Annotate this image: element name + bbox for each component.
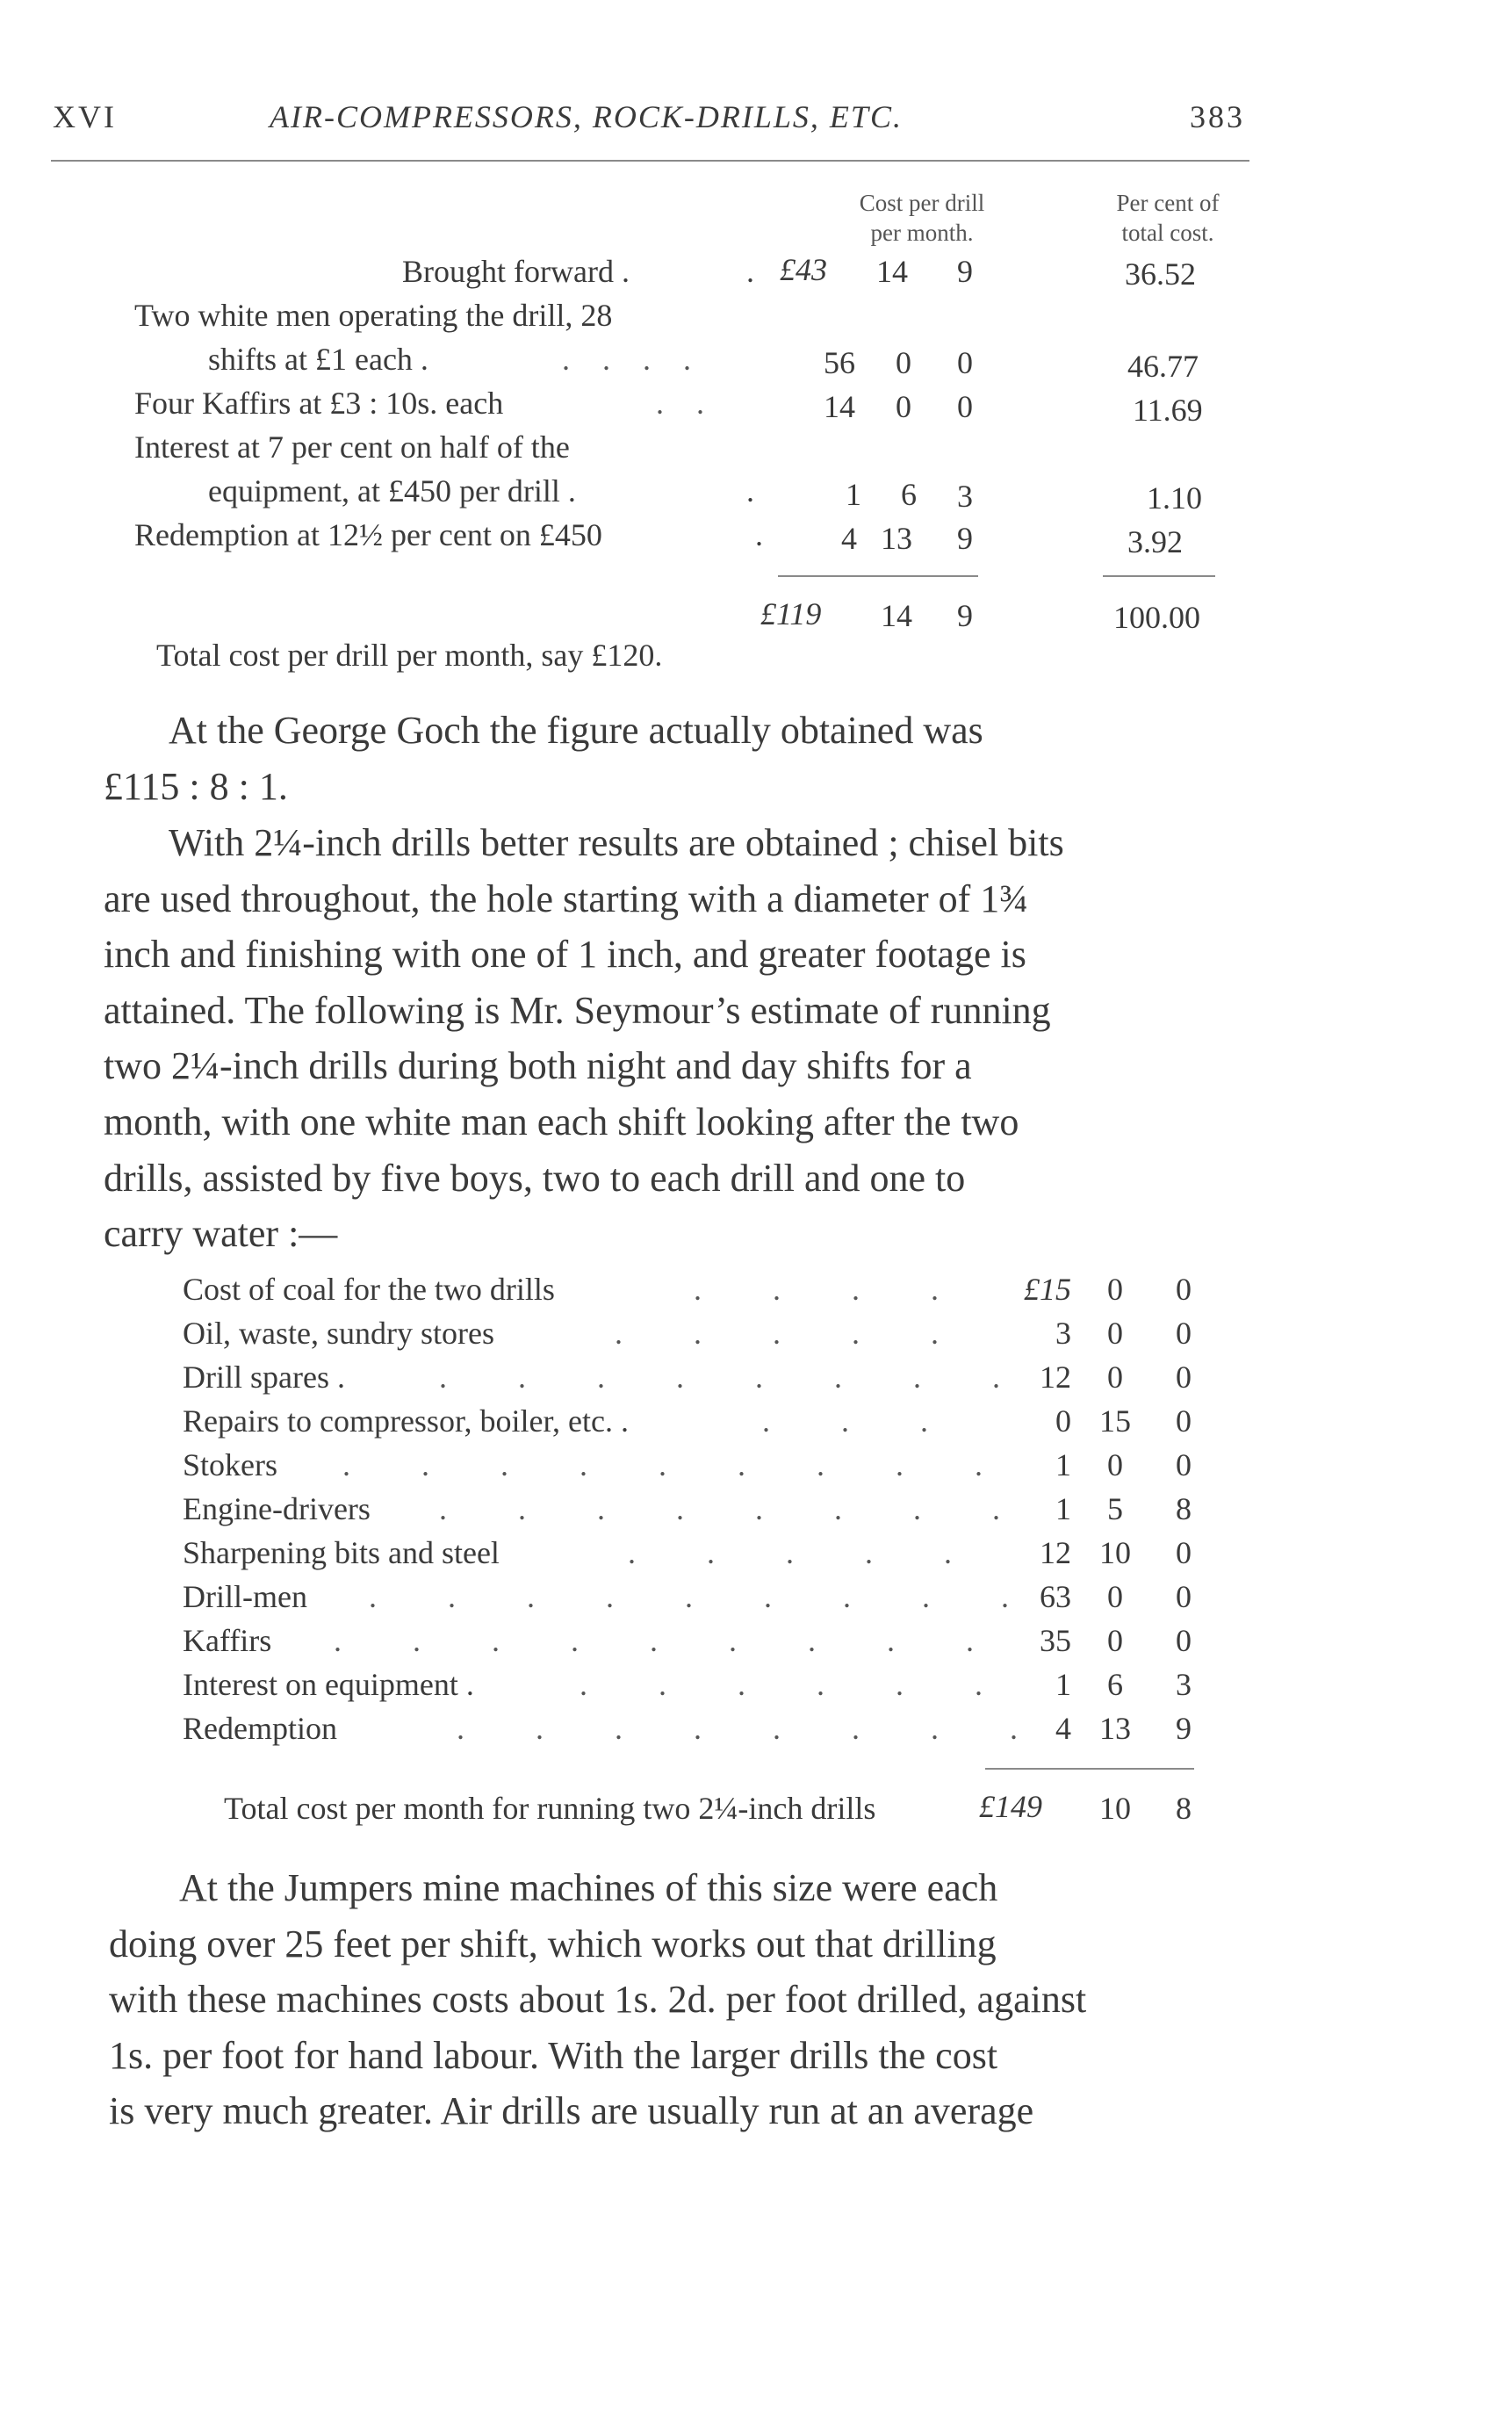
paragraph-george-goch bbox=[104, 703, 1263, 814]
table-row-label: equipment, at £450 per drill . bbox=[208, 473, 576, 508]
table-cell-pence: 9 bbox=[957, 254, 973, 289]
table-rule bbox=[985, 1768, 1194, 1770]
table-cell-shillings: 15 bbox=[1099, 1403, 1131, 1439]
table-row-label: Redemption at 12½ per cent on £450 bbox=[134, 517, 602, 552]
total-note: Total cost per drill per month, say £120. bbox=[156, 638, 663, 673]
running-title: AIR-COMPRESSORS, ROCK-DRILLS, ETC. bbox=[270, 99, 903, 134]
table-cell-shillings: 13 bbox=[881, 521, 912, 556]
table-cell-pence: 0 bbox=[1176, 1535, 1192, 1570]
table-cell-pounds: £43 bbox=[780, 252, 827, 287]
table-row-label: Cost of coal for the two drills bbox=[183, 1272, 555, 1307]
table-row-label: Kaffirs bbox=[183, 1623, 272, 1658]
text-line: doing over 25 feet per shift, which works out that drilling bbox=[109, 1922, 997, 1965]
leader-dots: . . . . . . . . bbox=[457, 1711, 1049, 1746]
text-line: £115 : 8 : 1. bbox=[104, 764, 288, 808]
table-row-label: Repairs to compressor, boiler, etc. . bbox=[183, 1403, 629, 1439]
leader-dots: . . . . . bbox=[615, 1316, 970, 1351]
text-line: At the Jumpers mine machines of this size were each bbox=[179, 1866, 998, 1909]
table-cell-shillings: 0 bbox=[896, 345, 911, 380]
table-cell-shillings: 0 bbox=[1107, 1316, 1123, 1351]
table-total-percent: 100.00 bbox=[1113, 600, 1200, 635]
col-header-percent-line2: total cost. bbox=[1121, 220, 1214, 246]
leader-dots: . bbox=[746, 254, 767, 289]
header-rule bbox=[51, 160, 1249, 162]
table-cell-shillings: 0 bbox=[896, 389, 911, 424]
leader-dots: . . . . . bbox=[628, 1535, 983, 1570]
leader-dots: . . . bbox=[762, 1403, 960, 1439]
leader-dots: . . . . bbox=[562, 342, 703, 377]
table-cell-pence: 9 bbox=[957, 521, 973, 556]
table-rule bbox=[778, 575, 978, 577]
table-row-label: Drill spares . bbox=[183, 1360, 345, 1395]
table-cell-pence: 0 bbox=[957, 345, 973, 380]
text-line: drills, assisted by five boys, two to each drill and one to bbox=[104, 1156, 966, 1200]
col-header-percent-line1: Per cent of bbox=[1116, 190, 1220, 216]
table-cell-pounds: 4 bbox=[841, 521, 857, 556]
table-cell-shillings: 0 bbox=[1107, 1447, 1123, 1482]
table-row-label: shifts at £1 each . bbox=[208, 342, 428, 377]
table-cell-pounds: 14 bbox=[824, 389, 855, 424]
text-line: month, with one white man each shift looking after the two bbox=[104, 1100, 1019, 1143]
text-line: two 2¼-inch drills during both night and day shifts for a bbox=[104, 1044, 972, 1088]
table-row-label: Engine-drivers bbox=[183, 1491, 371, 1526]
table-cell-pence: 0 bbox=[1176, 1579, 1192, 1614]
leader-dots: . bbox=[755, 517, 763, 552]
table-cell-pence: 0 bbox=[1176, 1447, 1192, 1482]
page-number: 383 bbox=[1190, 99, 1245, 134]
table-cell-pence: 0 bbox=[1176, 1272, 1192, 1307]
table-cell-pounds: £15 bbox=[1024, 1272, 1071, 1307]
table-cell-percent: 1.10 bbox=[1147, 480, 1202, 516]
col-header-cost-line1: Cost per drill bbox=[859, 190, 985, 216]
text-line: are used throughout, the hole starting with a diameter of 1¾ bbox=[104, 876, 1029, 920]
table-cell-percent: 46.77 bbox=[1127, 349, 1199, 384]
table-total-pence: 8 bbox=[1176, 1791, 1192, 1826]
table-cell-shillings: 0 bbox=[1107, 1623, 1123, 1658]
table-cell-shillings: 0 bbox=[1107, 1579, 1123, 1614]
table-row-label: Drill-men bbox=[183, 1579, 307, 1614]
table-total-pounds: £119 bbox=[760, 596, 822, 631]
leader-dots: . . . . . . . . bbox=[439, 1491, 1032, 1526]
table-cell-pounds: 1 bbox=[846, 477, 861, 512]
leader-dots: . . . . bbox=[694, 1272, 970, 1307]
paragraph-jumpers-mine bbox=[109, 1860, 1268, 2139]
section-number: XVI bbox=[53, 99, 117, 134]
text-line: is very much greater. Air drills are usually run at an average bbox=[109, 2089, 1034, 2133]
table-row-label: Oil, waste, sundry stores bbox=[183, 1316, 494, 1351]
table-total-label: Total cost per month for running two 2¼-inch drills bbox=[224, 1791, 876, 1826]
table-row-label: Redemption bbox=[183, 1711, 337, 1746]
table-cell-pounds: 12 bbox=[1040, 1535, 1071, 1570]
text-line: At the George Goch the figure actually obtained was bbox=[169, 709, 983, 752]
table-total-shillings: 14 bbox=[881, 598, 912, 633]
table-row-label: Two white men operating the drill, 28 bbox=[134, 298, 613, 333]
table-cell-pounds: 1 bbox=[1055, 1447, 1071, 1482]
col-header-percent bbox=[1080, 188, 1256, 248]
table-cell-pence: 0 bbox=[957, 389, 973, 424]
table-cell-pounds: 35 bbox=[1040, 1623, 1071, 1658]
table-cell-shillings: 5 bbox=[1107, 1491, 1123, 1526]
table-row-label: Interest on equipment . bbox=[183, 1667, 474, 1702]
table-row-label: Brought forward . bbox=[402, 254, 630, 289]
table-cell-shillings: 0 bbox=[1107, 1272, 1123, 1307]
table-row-label: Sharpening bits and steel bbox=[183, 1535, 500, 1570]
table-cell-percent: 3.92 bbox=[1127, 524, 1183, 559]
table-cell-pounds: 1 bbox=[1055, 1667, 1071, 1702]
table-cell-pounds: 56 bbox=[824, 345, 855, 380]
table-cell-pounds: 63 bbox=[1040, 1579, 1071, 1614]
leader-dots: . . . . . . . . . bbox=[342, 1447, 1014, 1482]
col-header-cost-line2: per month. bbox=[870, 220, 974, 246]
table-cell-shillings: 13 bbox=[1099, 1711, 1131, 1746]
table-cell-shillings: 14 bbox=[876, 254, 908, 289]
text-line: carry water :— bbox=[104, 1212, 338, 1256]
table-cell-pence: 3 bbox=[957, 479, 973, 514]
text-line: attained. The following is Mr. Seymour’s estimate of running bbox=[104, 988, 1051, 1032]
table-cell-percent: 36.52 bbox=[1125, 256, 1196, 292]
table-cell-pence: 0 bbox=[1176, 1316, 1192, 1351]
table-row-label: Interest at 7 per cent on half of the bbox=[134, 429, 570, 465]
table-cell-pence: 8 bbox=[1176, 1491, 1192, 1526]
table-cell-shillings: 0 bbox=[1107, 1360, 1123, 1395]
table-cell-pence: 0 bbox=[1176, 1360, 1192, 1395]
table-cell-percent: 11.69 bbox=[1133, 393, 1203, 428]
table-cell-pence: 0 bbox=[1176, 1403, 1192, 1439]
table-cell-shillings: 10 bbox=[1099, 1535, 1131, 1570]
text-line: inch and finishing with one of 1 inch, and greater footage is bbox=[104, 933, 1026, 977]
table-cell-shillings: 6 bbox=[1107, 1667, 1123, 1702]
leader-dots: . . bbox=[656, 386, 716, 421]
table-total-pounds: £149 bbox=[979, 1789, 1042, 1824]
table-rule bbox=[1103, 575, 1215, 577]
table-cell-pence: 0 bbox=[1176, 1623, 1192, 1658]
table-cell-pounds: 4 bbox=[1055, 1711, 1071, 1746]
table-cell-pounds: 1 bbox=[1055, 1491, 1071, 1526]
table-cell-pounds: 3 bbox=[1055, 1316, 1071, 1351]
leader-dots: . bbox=[746, 473, 754, 508]
col-header-cost bbox=[790, 188, 1054, 248]
table-cell-pence: 9 bbox=[1176, 1711, 1192, 1746]
text-line: 1s. per foot for hand labour. With the larger drills the cost bbox=[109, 2033, 998, 2077]
table-total-shillings: 10 bbox=[1099, 1791, 1131, 1826]
table-total-pence: 9 bbox=[957, 598, 973, 633]
leader-dots: . . . . . . . . . bbox=[334, 1623, 1005, 1658]
leader-dots: . . . . . . . . bbox=[439, 1360, 1032, 1395]
table-cell-pence: 3 bbox=[1176, 1667, 1192, 1702]
table-cell-pounds: 0 bbox=[1055, 1403, 1071, 1439]
leader-dots: . . . . . . . . . bbox=[369, 1579, 1040, 1614]
table-cell-shillings: 6 bbox=[901, 477, 917, 512]
paragraph-drills bbox=[104, 815, 1263, 1262]
text-line: with these machines costs about 1s. 2d. per foot drilled, against bbox=[109, 1978, 1087, 2022]
text-line: With 2¼-inch drills better results are obtained ; chisel bits bbox=[169, 821, 1064, 864]
table-cell-pounds: 12 bbox=[1040, 1360, 1071, 1395]
leader-dots: . . . . . . bbox=[580, 1667, 1014, 1702]
table-row-label: Stokers bbox=[183, 1447, 277, 1482]
table-row-label: Four Kaffirs at £3 : 10s. each bbox=[134, 386, 504, 421]
